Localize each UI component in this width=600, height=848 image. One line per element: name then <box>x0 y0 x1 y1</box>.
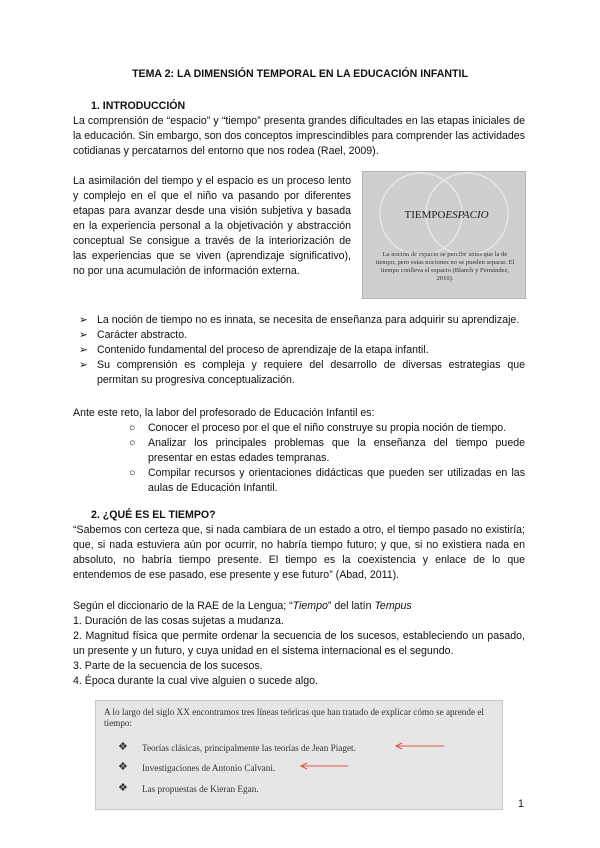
teacher-role-intro: Ante este reto, la labor del profesorado de Educación Infantil es: <box>73 407 375 419</box>
rae-def: 2. Magnitud física que permite ordenar la secuencia de los sucesos, estableciendo un pasado, un presente y un futuro, y cuya unidad en el sistema internacional es el segundo. <box>73 630 525 657</box>
rae-def: 4. Época durante la cual vive alguien o sucede algo. <box>73 675 319 687</box>
bullet-item: ➢ Contenido fundamental del proceso de aprendizaje de la etapa infantil. <box>79 344 429 356</box>
venn-caption: La noción de espacio se percibe antes que la de tiempo; pero estas nociones no se pueden separar. El tiempo conlleva el espacio (Blanch y Fernández, 2010). <box>375 251 515 282</box>
bullet-item: ➢ Su comprensión es compleja y requiere del desarrollo de diversas estrategias que permitan su progresiva conceptualización. <box>79 359 525 386</box>
section-1-heading: 1. INTRODUCCIÓN <box>91 100 186 112</box>
arrow-bullet-icon: ➢ <box>79 344 88 356</box>
task-item: ○ Conocer el proceso por el que el niño construye su propia noción de tiempo. <box>129 422 507 434</box>
arrow-bullet-icon: ➢ <box>79 329 88 341</box>
bullet-item: ➢ La noción de tiempo no es innata, se necesita de enseñanza para adquirir su aprendizaje. <box>79 314 520 326</box>
diamond-bullet-icon: ❖ <box>118 761 128 773</box>
venn-label-tiempo: TIEMPO <box>404 209 446 221</box>
rae-def: 3. Parte de la secuencia de los sucesos. <box>73 660 263 672</box>
arrow-bullet-icon: ➢ <box>79 314 88 326</box>
circle-bullet-icon: ○ <box>129 422 136 434</box>
teacher-tasks-list <box>124 421 525 496</box>
page-title: TEMA 2: LA DIMENSIÓN TEMPORAL EN LA EDUCACIÓN INFANTIL <box>132 68 468 80</box>
task-item: ○ Compilar recursos y orientaciones didácticas que pueden ser utilizadas en las aulas de Educación Infantil. <box>129 467 525 494</box>
assimilation-paragraph: La asimilación del tiempo y el espacio es un proceso lento y complejo en el que el niño va pasando por diferentes etapas para avanzar desde una visión subjetiva y basada en la experiencia personal a la objetivación y abstracción conceptual Se consigue a través de la interiorización de las experiencias que se viven (aprendizaje significativo), no por una acumulación de información externa. <box>73 175 351 277</box>
highlight-arrows <box>96 701 504 811</box>
bullet-item: ➢ Carácter abstracto. <box>79 329 188 341</box>
task-item: ○ Analizar los principales problemas que la enseñanza del tiempo puede presentar en estas edades tempranas. <box>129 437 525 464</box>
diamond-bullet-icon: ❖ <box>118 741 128 753</box>
rae-definition-intro: Según el diccionario de la RAE de la Lengua; “Tiempo” del latín Tempus <box>73 600 412 612</box>
rae-definitions <box>73 614 525 689</box>
arrow-bullet-icon: ➢ <box>79 359 88 371</box>
rae-def: 1. Duración de las cosas sujetas a mudanza. <box>73 615 284 627</box>
venn-label-espacio: ESPACIO <box>445 209 489 221</box>
circle-bullet-icon: ○ <box>129 437 136 449</box>
notion-bullet-list <box>73 313 525 388</box>
theories-image: A lo largo del siglo XX encontramos tres líneas teóricas que han tratado de explicar cómo se aprende el tiempo: ❖ Teorías clásicas, principalmente las teorías de Jean Piaget. ❖ Investigaciones de Antonio Calvani. ❖ Las propuestas de Kieran Egan. <box>95 700 503 810</box>
intro-paragraph: La comprensión de “espacio” y “tiempo” presenta grandes dificultades en las etapas iniciales de la educación. Sin embargo, son dos conceptos imprescindibles para comprender las actividades cotidianas y percatarnos del entorno que nos rodea (Rael, 2009). <box>73 115 525 157</box>
section-2-heading: 2. ¿QUÉ ES EL TIEMPO? <box>91 509 216 521</box>
theories-intro: A lo largo del siglo XX encontramos tres líneas teóricas que han tratado de explicar cómo se aprende el tiempo: <box>104 707 484 728</box>
venn-diagram-image <box>362 171 526 299</box>
abad-quote: “Sabemos con certeza que, si nada cambiara de un estado a otro, el tiempo pasado no existiría; que, si nada estuviera aún por ocurrir, no habría tiempo futuro; y que, si no existiera nada en absoluto, no habría tiempo presente. El tiempo es la coexistencia y enlace de lo que entendemos de ese pasado, ese presente y ese futuro” (Abad, 2011). <box>73 524 525 581</box>
diamond-bullet-icon: ❖ <box>118 782 128 794</box>
circle-bullet-icon: ○ <box>129 467 136 479</box>
page-number: 1 <box>518 798 524 810</box>
